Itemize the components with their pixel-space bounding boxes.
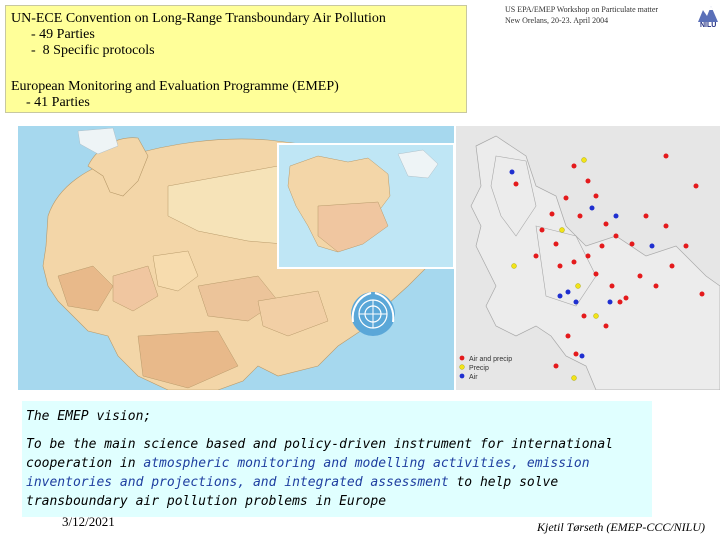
- convention-parties: - 49 Parties: [31, 27, 95, 42]
- workshop-header: [505, 4, 658, 26]
- nilu-logo-text: NILU: [700, 22, 717, 29]
- vision-line-3-end: to help solve: [448, 475, 559, 490]
- convention-protocols: - 8 Specific protocols: [31, 43, 155, 58]
- un-emblem-icon: [351, 292, 395, 336]
- vision-highlight-2: inventories and projections, and integrated assessment: [26, 475, 449, 490]
- vision-line-1: To be the main science based and policy-driven instrument for international: [26, 437, 613, 452]
- station-network-map: [456, 126, 720, 390]
- vision-title: The EMEP vision;: [26, 409, 152, 424]
- emep-title: European Monitoring and Evaluation Programme (EMEP): [11, 79, 339, 94]
- slide-date: 3/12/2021: [62, 514, 115, 529]
- vision-line-2-start: cooperation in: [26, 456, 144, 471]
- vision-highlight-1: atmospheric monitoring and modelling activities, emission: [143, 456, 590, 471]
- vision-line-4: transboundary air pollution problems in Europe: [26, 494, 387, 509]
- vision-line-3: [26, 473, 558, 492]
- slide-author: Kjetil Tørseth (EMEP-CCC/NILU): [537, 520, 705, 534]
- legend-air-precip: Air and precip: [469, 356, 513, 363]
- workshop-title: US EPA/EMEP Workshop on Particulate matter: [505, 5, 659, 14]
- legend-air: Air: [469, 374, 478, 381]
- convention-title: UN-ECE Convention on Long-Range Transboundary Air Pollution: [11, 11, 386, 26]
- vision-line-2: [26, 454, 590, 473]
- legend-precip: Precip: [469, 365, 489, 372]
- workshop-location: New Orelans, 20-23. April 2004: [505, 16, 609, 25]
- emep-vision-box: [22, 401, 652, 517]
- emep-parties-map: [18, 126, 454, 390]
- convention-info-box: [5, 5, 467, 113]
- emep-parties: - 41 Parties: [26, 95, 90, 110]
